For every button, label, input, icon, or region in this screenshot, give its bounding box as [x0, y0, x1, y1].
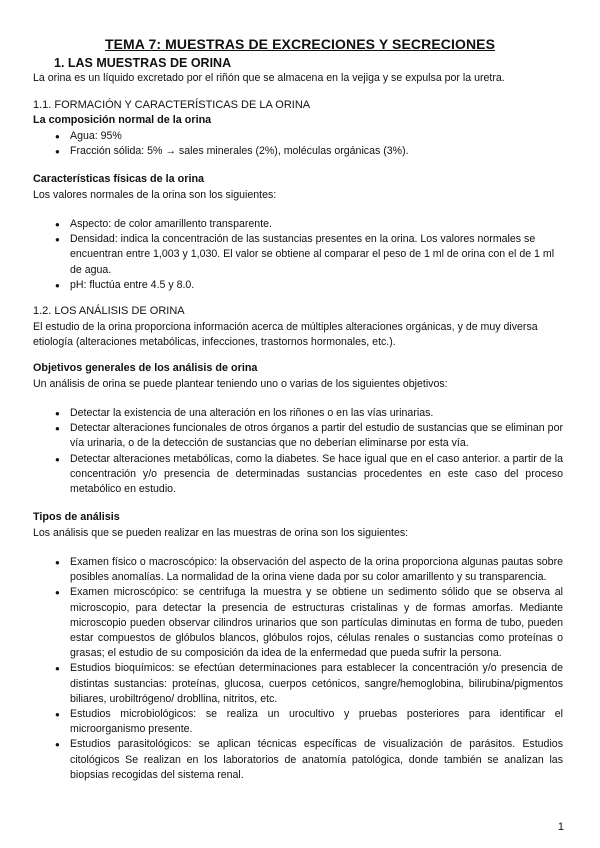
bullet-icon: ●	[55, 710, 60, 720]
types-title: Tipos de análisis	[33, 511, 120, 523]
list-item: ● Aspecto: de color amarillento transparente.	[33, 217, 563, 232]
objectives-intro: Un análisis de orina se puede plantear teniendo uno o varias de los siguientes objetivos:	[33, 378, 448, 390]
section-1-intro: La orina es un líquido excretado por el riñón que se almacena en la vejiga y se expulsa por la uretra.	[33, 72, 505, 84]
bullet-icon: ●	[55, 424, 60, 434]
bullet-icon: ●	[55, 409, 60, 418]
list-item: ● Examen físico o macroscópico: la observación del aspecto de la orina proporciona algunas pautas sobre posibles anomalías. La normalidad de la orina viene dada por su color amarillento y su transparencia.	[55, 556, 563, 584]
list-item: ● Detectar la existencia de una alteración en los riñones o en las vías urinarias.	[33, 406, 563, 421]
bullet-icon: ●	[55, 147, 60, 157]
objectives-title: Objetivos generales de los análisis de orina	[33, 362, 258, 374]
bullet-icon: ●	[55, 454, 60, 464]
list-item: ● Agua: 95%	[33, 129, 563, 144]
list-item: ● Estudios bioquímicos: se efectúan determinaciones para establecer la concentración y/o presencia de distintas sustancias: proteínas, glucosa, cuerpos cetónicos, sangre/hemoglobina, bilirubina/pigmentos biliares, urobiltrógeno/ drobllina, nitritos, etc.	[55, 662, 563, 705]
physical-title: Características físicas de la orina	[33, 173, 205, 185]
list-item: ● Detectar alteraciones funcionales de otros órganos a partir del estudio de sustancias que se eliminan por vía urinaria, o de la detección de sustancias que no deberían eliminarse por esta vía.	[55, 422, 563, 450]
list-item: ● pH: fluctúa entre 4.5 y 8.0.	[33, 278, 563, 293]
page-number: 1	[557, 821, 564, 833]
bullet-icon: ●	[55, 220, 60, 229]
bullet-icon: ●	[55, 558, 60, 567]
bullet-icon: ●	[55, 235, 60, 245]
bullet-icon: ●	[55, 588, 60, 598]
list-item: ● Detectar alteraciones metabólicas, como la diabetes. Se hace igual que en el caso anterior. a partir de la concentración y/o presencia de determinadas sustancias procedentes en este caso del proceso metabólico en estudio.	[55, 452, 563, 496]
types-list	[33, 555, 563, 783]
list-item: ● Estudios microbiológicos: se realiza un urocultivo y pruebas posteriores para identificar el microorganismo presente.	[55, 708, 563, 736]
types-intro: Los análisis que se pueden realizar en las muestras de orina son los siguientes:	[33, 527, 409, 539]
subsection-1-2-intro: El estudio de la orina proporciona información acerca de múltiples alteraciones orgánicas, y de muy diversa etiología (alteraciones metabólicas, infecciones, trastornos hormonales, etc.).	[33, 321, 538, 349]
list-item: ● Densidad: indica la concentración de las sustancias presentes en la orina. Los valores normales se encuentran entre 1,003 y 1,030. El valor se obtiene al comparar el peso de 1 ml de orina con el de 1 ml de agua.	[55, 233, 555, 276]
bullet-icon: ●	[55, 280, 60, 290]
section-1-heading: 1. LAS MUESTRAS DE ORINA	[54, 56, 232, 70]
bullet-icon: ●	[55, 740, 60, 750]
page-title: TEMA 7: MUESTRAS DE EXCRECIONES Y SECRECIONES	[104, 36, 496, 52]
subsection-1-1-heading: 1.1. FORMACIÓN Y CARACTERÍSTICAS DE LA ORINA	[33, 99, 311, 111]
bullet-icon: ●	[55, 132, 60, 141]
list-item: ● Examen microscópico: se centrifuga la muestra y se obtiene un sedimento sólido que se observa al microscopio, para detectar la presencia de estructuras cristalinas y de formas amorfas. Mediante microscopio pueden observar cilindros urinarios que son partículas diminutas en forma de tubo, pueden estar compuestos de glóbulos blancos, glóbulos rojos, células renales o sustancias como proteínas o grasas; el estudio de su composición da idea de la enfermedad que pueda sufrir la persona.	[55, 586, 563, 660]
subsection-1-2-heading: 1.2. LOS ANÁLISIS DE ORINA	[33, 305, 185, 317]
list-item: ● Estudios parasitológicos: se aplican técnicas específicas de visualización de parásitos. Estudios citológicos Se realizan en los laboratorios de anatomía patológica, donde también se analizan las biopsias recogidas del sistema renal.	[55, 738, 563, 781]
physical-list	[33, 217, 563, 293]
list-item: ● Fracción sólida: 5% → sales minerales (2%), moléculas orgánicas (3%).	[33, 144, 563, 159]
composition-title: La composición normal de la orina	[33, 114, 212, 126]
objectives-list	[33, 406, 563, 497]
bullet-icon: ●	[55, 664, 60, 674]
composition-list	[33, 129, 563, 159]
physical-intro: Los valores normales de la orina son los siguientes:	[33, 189, 277, 201]
